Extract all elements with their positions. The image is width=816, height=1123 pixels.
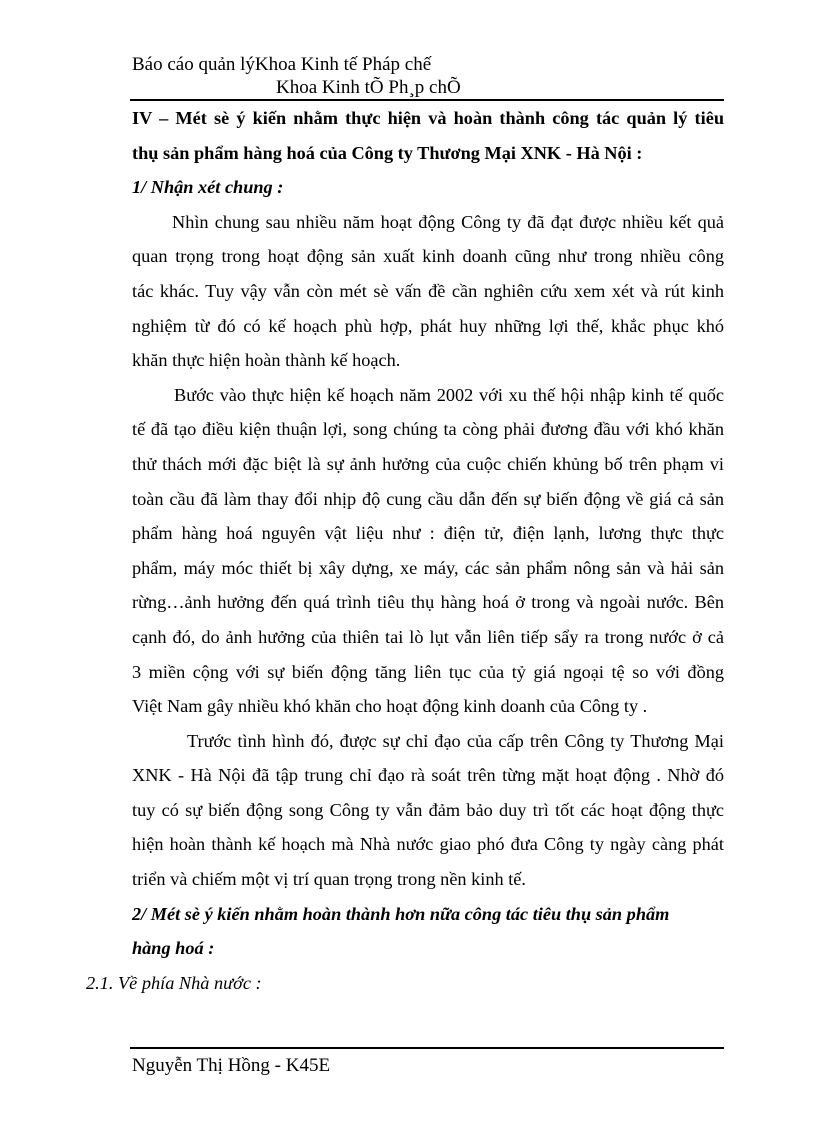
- paragraph-line: tế đã tạo điều kiện thuận lợi, song chúng ta còng phải đương đầu với khó khăn: [132, 419, 724, 440]
- section-title-line: IV – Mét sè ý kiến nhằm thực hiện và hoàn thành công tác quản lý tiêu: [132, 108, 724, 128]
- heading-recommendations: 2/ Mét sè ý kiến nhằm hoàn thành hơn nữa công tác tiêu thụ sản phẩm: [132, 903, 670, 924]
- paragraph-line: phẩm hàng hoá nguyên vật liệu như : điện tử, điện lạnh, lương thực thực: [132, 523, 724, 544]
- heading-recommendations-cont: hàng hoá :: [132, 938, 215, 959]
- paragraph-3: [132, 724, 724, 897]
- document-body: [86, 101, 724, 1000]
- paragraph-line: quan trọng trong hoạt động sản xuất kinh doanh cũng như trong nhiều công: [132, 246, 724, 267]
- paragraph-line: Việt Nam gây nhiều khó khăn cho hoạt động kinh doanh của Công ty .: [132, 696, 648, 717]
- paragraph-line: Bước vào thực hiện kế hoạch năm 2002 với xu thế hội nhập kinh tế quốc: [174, 384, 724, 405]
- paragraph-line: 3 miền cộng với sự biến động tăng liên tục của tỷ giá ngoại tệ so với đồng: [132, 661, 724, 682]
- paragraph-line: Nhìn chung sau nhiều năm hoạt động Công ty đã đạt được nhiều kết quả: [172, 211, 724, 232]
- section-title-line: thụ sản phẩm hàng hoá của Công ty Thương Mại XNK - Hà Nội :: [132, 142, 643, 163]
- paragraph-line: nghiệm từ đó có kế hoạch phù hợp, phát huy những lợi thế, khắc phục khó: [132, 315, 724, 336]
- paragraph-2: [132, 378, 724, 724]
- paragraph-line: phẩm, máy móc thiết bị xây dựng, xe máy, các sản phẩm nông sản và hải sản: [132, 557, 724, 578]
- paragraph-line: rừng…ảnh hưởng đến quá trình tiêu thụ hàng hoá ở trong và ngoài nước. Bên: [132, 592, 724, 613]
- paragraph-line: Trước tình hình đó, được sự chỉ đạo của cấp trên Công ty Thương Mại: [187, 730, 724, 751]
- header-title: Báo cáo quản lýKhoa Kinh tế Pháp chế: [132, 54, 432, 75]
- paragraph-line: khăn thực hiện hoàn thành kế hoạch.: [132, 350, 401, 371]
- paragraph-line: triển và chiếm một vị trí quan trọng trong nền kinh tế.: [132, 869, 526, 890]
- paragraph-line: toàn cầu đã làm thay đổi nhịp độ cung cầu dẫn đến sự biến động về giá cả sản: [132, 488, 724, 509]
- paragraph-line: hiện hoàn thành kế hoạch mà Nhà nước giao phó đưa Công ty ngày càng phát: [132, 834, 724, 855]
- paragraph-line: cạnh đó, do ảnh hưởng của thiên tai lò lụt vẫn liên tiếp sẩy ra trong nước ở cả: [132, 626, 724, 647]
- subheading-state: 2.1. Về phía Nhà nước :: [86, 972, 262, 993]
- paragraph-line: XNK - Hà Nội đã tập trung chỉ đạo rà soát trên từng mặt hoạt động . Nhờ đó: [132, 765, 724, 786]
- footer-rule: [130, 1047, 724, 1049]
- paragraph-line: tuy có sự biến động song Công ty vẫn đảm bảo duy trì tốt các hoạt động thực: [132, 799, 724, 820]
- paragraph-1: [132, 205, 724, 378]
- footer-author: Nguyễn Thị Hồng - K45E: [132, 1055, 331, 1076]
- heading-general-remarks: 1/ Nhận xét chung :: [132, 177, 284, 198]
- paragraph-line: tác khác. Tuy vậy vẫn còn mét sè vấn đề cần nghiên cứu xem xét và rút kinh: [132, 280, 724, 301]
- paragraph-line: thử thách mới đặc biệt là sự ảnh hưởng của cuộc chiến khủng bố trên phạm vi: [132, 453, 724, 474]
- header-subtitle: Khoa Kinh tÕ Ph¸p chÕ: [276, 77, 461, 98]
